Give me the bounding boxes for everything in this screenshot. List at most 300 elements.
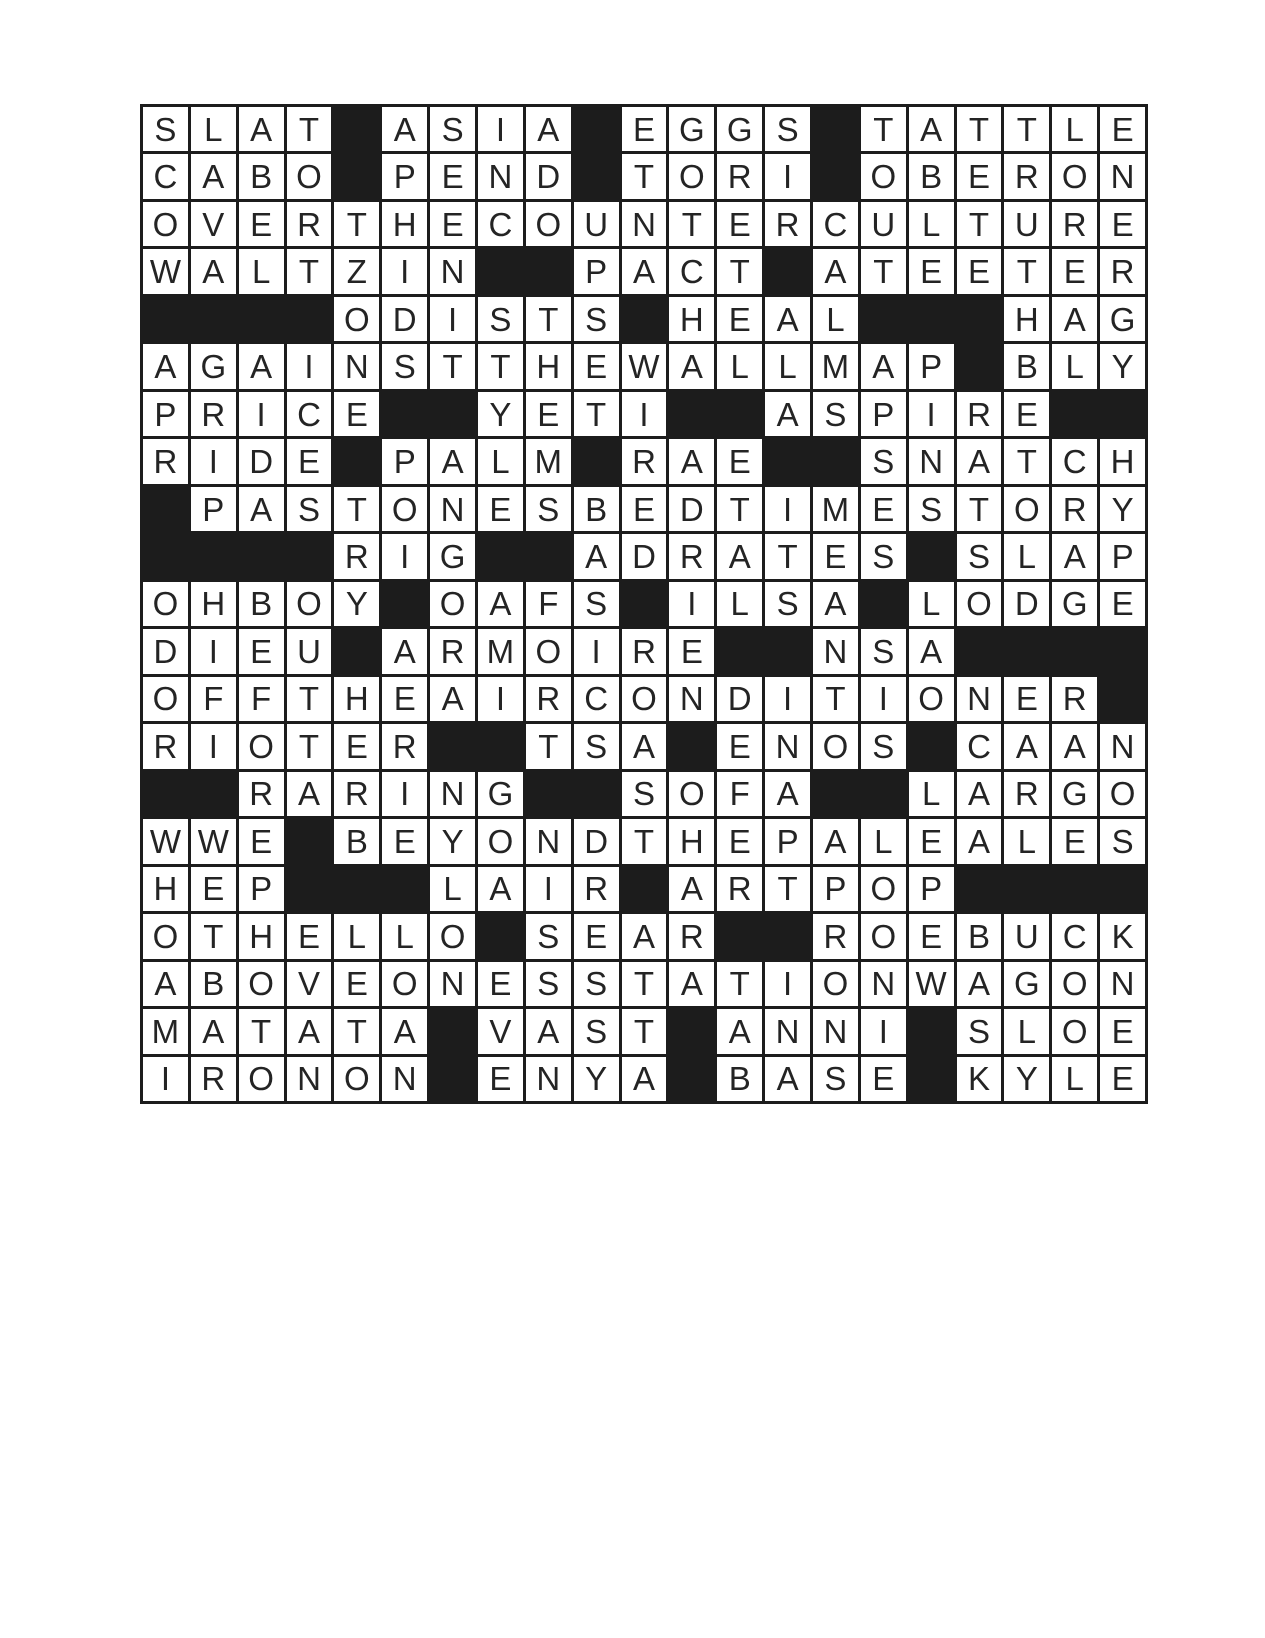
grid-cell[interactable]: B (239, 154, 284, 198)
grid-cell[interactable]: A (909, 107, 954, 151)
grid-cell[interactable]: T (1004, 439, 1049, 483)
grid-cell[interactable]: E (239, 202, 284, 246)
grid-cell[interactable]: A (622, 914, 667, 958)
grid-cell[interactable]: O (957, 582, 1002, 626)
grid-cell[interactable]: I (526, 867, 571, 911)
grid-cell[interactable]: R (717, 154, 762, 198)
grid-cell[interactable]: N (1100, 724, 1145, 768)
grid-cell[interactable]: T (287, 677, 332, 721)
grid-cell[interactable]: E (430, 202, 475, 246)
grid-cell[interactable]: T (526, 724, 571, 768)
grid-cell[interactable]: O (382, 487, 427, 531)
grid-cell[interactable]: D (669, 487, 714, 531)
grid-cell[interactable]: L (717, 344, 762, 388)
grid-cell[interactable]: U (574, 202, 619, 246)
grid-cell[interactable]: O (1052, 154, 1097, 198)
grid-cell[interactable]: E (478, 962, 523, 1006)
grid-cell[interactable]: E (478, 487, 523, 531)
grid-cell[interactable]: G (1100, 297, 1145, 341)
grid-cell[interactable]: T (765, 867, 810, 911)
grid-cell[interactable]: A (382, 1009, 427, 1053)
grid-cell[interactable]: N (669, 677, 714, 721)
grid-cell[interactable]: E (909, 914, 954, 958)
grid-cell[interactable]: T (717, 962, 762, 1006)
grid-cell[interactable]: A (669, 867, 714, 911)
grid-cell[interactable]: T (1004, 249, 1049, 293)
grid-cell[interactable]: H (239, 914, 284, 958)
grid-cell[interactable]: Y (334, 582, 379, 626)
grid-cell[interactable]: T (191, 914, 236, 958)
grid-cell[interactable]: E (287, 439, 332, 483)
grid-cell[interactable]: M (526, 439, 571, 483)
grid-cell[interactable]: I (622, 392, 667, 436)
grid-cell[interactable]: P (143, 392, 188, 436)
grid-cell[interactable]: O (430, 914, 475, 958)
grid-cell[interactable]: H (669, 819, 714, 863)
grid-cell[interactable]: E (334, 724, 379, 768)
grid-cell[interactable]: E (287, 914, 332, 958)
grid-cell[interactable]: I (191, 724, 236, 768)
grid-cell[interactable]: O (861, 867, 906, 911)
grid-cell[interactable]: A (191, 1009, 236, 1053)
grid-cell[interactable]: A (765, 297, 810, 341)
grid-cell[interactable]: R (574, 867, 619, 911)
grid-cell[interactable]: E (957, 154, 1002, 198)
grid-cell[interactable]: D (574, 819, 619, 863)
grid-cell[interactable]: A (574, 534, 619, 578)
grid-cell[interactable]: D (239, 439, 284, 483)
grid-cell[interactable]: T (287, 249, 332, 293)
grid-cell[interactable]: L (334, 914, 379, 958)
grid-cell[interactable]: T (622, 962, 667, 1006)
grid-cell[interactable]: B (957, 914, 1002, 958)
grid-cell[interactable]: G (669, 107, 714, 151)
grid-cell[interactable]: I (861, 1009, 906, 1053)
grid-cell[interactable]: A (239, 344, 284, 388)
grid-cell[interactable]: A (669, 439, 714, 483)
grid-cell[interactable]: S (861, 439, 906, 483)
grid-cell[interactable]: O (334, 297, 379, 341)
grid-cell[interactable]: R (526, 677, 571, 721)
grid-cell[interactable]: A (430, 439, 475, 483)
grid-cell[interactable]: I (382, 534, 427, 578)
grid-cell[interactable]: I (909, 392, 954, 436)
grid-cell[interactable]: A (143, 344, 188, 388)
grid-cell[interactable]: R (191, 1057, 236, 1101)
grid-cell[interactable]: W (191, 819, 236, 863)
grid-cell[interactable]: E (909, 819, 954, 863)
grid-cell[interactable]: S (957, 534, 1002, 578)
grid-cell[interactable]: S (957, 1009, 1002, 1053)
grid-cell[interactable]: T (334, 487, 379, 531)
grid-cell[interactable]: E (430, 154, 475, 198)
grid-cell[interactable]: T (957, 487, 1002, 531)
grid-cell[interactable]: T (717, 487, 762, 531)
grid-cell[interactable]: N (430, 249, 475, 293)
grid-cell[interactable]: O (1004, 487, 1049, 531)
grid-cell[interactable]: S (861, 629, 906, 673)
grid-cell[interactable]: E (382, 677, 427, 721)
grid-cell[interactable]: S (526, 962, 571, 1006)
grid-cell[interactable]: A (478, 867, 523, 911)
grid-cell[interactable]: T (765, 534, 810, 578)
grid-cell[interactable]: H (526, 344, 571, 388)
grid-cell[interactable]: I (574, 629, 619, 673)
grid-cell[interactable]: N (430, 772, 475, 816)
grid-cell[interactable]: L (430, 867, 475, 911)
grid-cell[interactable]: O (287, 582, 332, 626)
grid-cell[interactable]: R (1004, 772, 1049, 816)
grid-cell[interactable]: Y (574, 1057, 619, 1101)
grid-cell[interactable]: N (430, 962, 475, 1006)
grid-cell[interactable]: T (861, 107, 906, 151)
grid-cell[interactable]: S (574, 962, 619, 1006)
grid-cell[interactable]: E (861, 1057, 906, 1101)
grid-cell[interactable]: L (1052, 344, 1097, 388)
grid-cell[interactable]: A (717, 534, 762, 578)
grid-cell[interactable]: F (526, 582, 571, 626)
grid-cell[interactable]: E (239, 629, 284, 673)
grid-cell[interactable]: L (382, 914, 427, 958)
grid-cell[interactable]: S (574, 724, 619, 768)
grid-cell[interactable]: E (1004, 392, 1049, 436)
grid-cell[interactable]: L (1052, 1057, 1097, 1101)
grid-cell[interactable]: E (717, 202, 762, 246)
grid-cell[interactable]: B (717, 1057, 762, 1101)
grid-cell[interactable]: O (526, 629, 571, 673)
grid-cell[interactable]: S (574, 297, 619, 341)
grid-cell[interactable]: L (765, 344, 810, 388)
grid-cell[interactable]: E (526, 392, 571, 436)
grid-cell[interactable]: W (143, 819, 188, 863)
grid-cell[interactable]: E (239, 819, 284, 863)
grid-cell[interactable]: O (143, 914, 188, 958)
grid-cell[interactable]: M (813, 344, 858, 388)
grid-cell[interactable]: E (717, 819, 762, 863)
grid-cell[interactable]: R (1052, 677, 1097, 721)
grid-cell[interactable]: A (1004, 724, 1049, 768)
grid-cell[interactable]: S (430, 107, 475, 151)
grid-cell[interactable]: T (957, 107, 1002, 151)
grid-cell[interactable]: E (861, 487, 906, 531)
grid-cell[interactable]: R (1052, 487, 1097, 531)
grid-cell[interactable]: A (717, 1009, 762, 1053)
grid-cell[interactable]: Y (430, 819, 475, 863)
grid-cell[interactable]: O (669, 154, 714, 198)
grid-cell[interactable]: N (1100, 962, 1145, 1006)
grid-cell[interactable]: D (382, 297, 427, 341)
grid-cell[interactable]: E (717, 724, 762, 768)
grid-cell[interactable]: O (861, 914, 906, 958)
grid-cell[interactable]: A (191, 249, 236, 293)
grid-cell[interactable]: N (478, 154, 523, 198)
grid-cell[interactable]: A (1052, 534, 1097, 578)
grid-cell[interactable]: E (717, 297, 762, 341)
grid-cell[interactable]: Z (334, 249, 379, 293)
grid-cell[interactable]: I (382, 772, 427, 816)
grid-cell[interactable]: P (909, 867, 954, 911)
grid-cell[interactable]: L (1004, 819, 1049, 863)
grid-cell[interactable]: A (1052, 724, 1097, 768)
grid-cell[interactable]: A (765, 772, 810, 816)
grid-cell[interactable]: L (478, 439, 523, 483)
grid-cell[interactable]: N (622, 202, 667, 246)
grid-cell[interactable]: S (526, 914, 571, 958)
grid-cell[interactable]: T (717, 249, 762, 293)
grid-cell[interactable]: A (622, 1057, 667, 1101)
grid-cell[interactable]: A (861, 344, 906, 388)
grid-cell[interactable]: A (909, 629, 954, 673)
grid-cell[interactable]: V (287, 962, 332, 1006)
grid-cell[interactable]: E (813, 534, 858, 578)
grid-cell[interactable]: D (526, 154, 571, 198)
grid-cell[interactable]: C (478, 202, 523, 246)
grid-cell[interactable]: S (574, 1009, 619, 1053)
grid-cell[interactable]: T (430, 344, 475, 388)
grid-cell[interactable]: T (526, 297, 571, 341)
grid-cell[interactable]: L (813, 297, 858, 341)
grid-cell[interactable]: A (526, 1009, 571, 1053)
grid-cell[interactable]: A (669, 962, 714, 1006)
grid-cell[interactable]: R (143, 724, 188, 768)
grid-cell[interactable]: N (526, 819, 571, 863)
grid-cell[interactable]: A (478, 582, 523, 626)
grid-cell[interactable]: S (861, 534, 906, 578)
grid-cell[interactable]: R (239, 772, 284, 816)
grid-cell[interactable]: R (765, 202, 810, 246)
grid-cell[interactable]: I (765, 677, 810, 721)
grid-cell[interactable]: N (430, 487, 475, 531)
grid-cell[interactable]: N (765, 724, 810, 768)
grid-cell[interactable]: B (1004, 344, 1049, 388)
grid-cell[interactable]: R (334, 772, 379, 816)
grid-cell[interactable]: B (239, 582, 284, 626)
grid-cell[interactable]: F (239, 677, 284, 721)
grid-cell[interactable]: G (430, 534, 475, 578)
grid-cell[interactable]: A (239, 107, 284, 151)
grid-cell[interactable]: M (143, 1009, 188, 1053)
grid-cell[interactable]: S (765, 107, 810, 151)
grid-cell[interactable]: S (574, 582, 619, 626)
grid-cell[interactable]: A (765, 1057, 810, 1101)
grid-cell[interactable]: T (287, 107, 332, 151)
grid-cell[interactable]: T (574, 392, 619, 436)
grid-cell[interactable]: N (526, 1057, 571, 1101)
grid-cell[interactable]: P (861, 392, 906, 436)
grid-cell[interactable]: O (287, 154, 332, 198)
grid-cell[interactable]: F (717, 772, 762, 816)
grid-cell[interactable]: R (957, 392, 1002, 436)
grid-cell[interactable]: R (669, 534, 714, 578)
grid-cell[interactable]: O (143, 202, 188, 246)
grid-cell[interactable]: O (813, 962, 858, 1006)
grid-cell[interactable]: N (813, 629, 858, 673)
grid-cell[interactable]: E (1100, 582, 1145, 626)
grid-cell[interactable]: A (239, 487, 284, 531)
grid-cell[interactable]: C (143, 154, 188, 198)
grid-cell[interactable]: O (909, 677, 954, 721)
grid-cell[interactable]: W (143, 249, 188, 293)
grid-cell[interactable]: P (909, 344, 954, 388)
grid-cell[interactable]: P (382, 439, 427, 483)
grid-cell[interactable]: D (143, 629, 188, 673)
grid-cell[interactable]: B (909, 154, 954, 198)
grid-cell[interactable]: R (287, 202, 332, 246)
grid-cell[interactable]: C (574, 677, 619, 721)
grid-cell[interactable]: E (1052, 819, 1097, 863)
grid-cell[interactable]: L (861, 819, 906, 863)
grid-cell[interactable]: T (861, 249, 906, 293)
grid-cell[interactable]: G (717, 107, 762, 151)
grid-cell[interactable]: I (143, 1057, 188, 1101)
grid-cell[interactable]: A (382, 107, 427, 151)
grid-cell[interactable]: K (957, 1057, 1002, 1101)
grid-cell[interactable]: N (909, 439, 954, 483)
grid-cell[interactable]: T (622, 1009, 667, 1053)
grid-cell[interactable]: S (813, 1057, 858, 1101)
grid-cell[interactable]: S (622, 772, 667, 816)
grid-cell[interactable]: I (191, 629, 236, 673)
grid-cell[interactable]: R (813, 914, 858, 958)
grid-cell[interactable]: P (191, 487, 236, 531)
grid-cell[interactable]: W (622, 344, 667, 388)
grid-cell[interactable]: O (478, 819, 523, 863)
grid-cell[interactable]: P (765, 819, 810, 863)
grid-cell[interactable]: T (287, 724, 332, 768)
grid-cell[interactable]: O (1100, 772, 1145, 816)
grid-cell[interactable]: E (622, 487, 667, 531)
grid-cell[interactable]: O (669, 772, 714, 816)
grid-cell[interactable]: C (287, 392, 332, 436)
grid-cell[interactable]: B (574, 487, 619, 531)
grid-cell[interactable]: O (1052, 1009, 1097, 1053)
grid-cell[interactable]: T (239, 1009, 284, 1053)
grid-cell[interactable]: O (239, 724, 284, 768)
grid-cell[interactable]: T (334, 1009, 379, 1053)
grid-cell[interactable]: I (478, 677, 523, 721)
grid-cell[interactable]: O (1052, 962, 1097, 1006)
grid-cell[interactable]: B (191, 962, 236, 1006)
grid-cell[interactable]: R (1100, 249, 1145, 293)
grid-cell[interactable]: H (334, 677, 379, 721)
grid-cell[interactable]: G (1052, 772, 1097, 816)
grid-cell[interactable]: A (957, 439, 1002, 483)
grid-cell[interactable]: A (382, 629, 427, 673)
grid-cell[interactable]: A (622, 249, 667, 293)
grid-cell[interactable]: H (1004, 297, 1049, 341)
grid-cell[interactable]: Y (1100, 487, 1145, 531)
grid-cell[interactable]: L (239, 249, 284, 293)
grid-cell[interactable]: E (1004, 677, 1049, 721)
grid-cell[interactable]: O (143, 582, 188, 626)
grid-cell[interactable]: I (765, 962, 810, 1006)
grid-cell[interactable]: E (334, 392, 379, 436)
grid-cell[interactable]: Y (1100, 344, 1145, 388)
grid-cell[interactable]: U (1004, 202, 1049, 246)
grid-cell[interactable]: T (669, 202, 714, 246)
grid-cell[interactable]: I (239, 392, 284, 436)
grid-cell[interactable]: G (191, 344, 236, 388)
grid-cell[interactable]: H (669, 297, 714, 341)
grid-cell[interactable]: O (239, 962, 284, 1006)
grid-cell[interactable]: I (669, 582, 714, 626)
grid-cell[interactable]: S (765, 582, 810, 626)
grid-cell[interactable]: E (334, 962, 379, 1006)
grid-cell[interactable]: I (765, 154, 810, 198)
grid-cell[interactable]: L (909, 772, 954, 816)
grid-cell[interactable]: I (478, 107, 523, 151)
grid-cell[interactable]: U (861, 202, 906, 246)
grid-cell[interactable]: R (191, 392, 236, 436)
grid-cell[interactable]: R (717, 867, 762, 911)
grid-cell[interactable]: S (478, 297, 523, 341)
grid-cell[interactable]: L (1052, 107, 1097, 151)
grid-cell[interactable]: C (1052, 439, 1097, 483)
grid-cell[interactable]: I (765, 487, 810, 531)
grid-cell[interactable]: E (1052, 249, 1097, 293)
grid-cell[interactable]: Y (1004, 1057, 1049, 1101)
grid-cell[interactable]: L (1004, 1009, 1049, 1053)
grid-cell[interactable]: E (717, 439, 762, 483)
grid-cell[interactable]: T (957, 202, 1002, 246)
grid-cell[interactable]: N (765, 1009, 810, 1053)
grid-cell[interactable]: C (813, 202, 858, 246)
grid-cell[interactable]: O (143, 677, 188, 721)
grid-cell[interactable]: C (957, 724, 1002, 768)
grid-cell[interactable]: R (430, 629, 475, 673)
grid-cell[interactable]: A (287, 772, 332, 816)
grid-cell[interactable]: A (957, 962, 1002, 1006)
grid-cell[interactable]: R (622, 629, 667, 673)
grid-cell[interactable]: N (287, 1057, 332, 1101)
grid-cell[interactable]: O (334, 1057, 379, 1101)
grid-cell[interactable]: U (287, 629, 332, 673)
grid-cell[interactable]: P (574, 249, 619, 293)
grid-cell[interactable]: O (239, 1057, 284, 1101)
grid-cell[interactable]: A (765, 392, 810, 436)
grid-cell[interactable]: V (478, 1009, 523, 1053)
grid-cell[interactable]: M (813, 487, 858, 531)
grid-cell[interactable]: R (143, 439, 188, 483)
grid-cell[interactable]: S (526, 487, 571, 531)
grid-cell[interactable]: I (861, 677, 906, 721)
grid-cell[interactable]: G (1052, 582, 1097, 626)
grid-cell[interactable]: S (382, 344, 427, 388)
grid-cell[interactable]: A (1052, 297, 1097, 341)
grid-cell[interactable]: P (382, 154, 427, 198)
grid-cell[interactable]: S (813, 392, 858, 436)
grid-cell[interactable]: E (1100, 107, 1145, 151)
grid-cell[interactable]: E (574, 914, 619, 958)
grid-cell[interactable]: F (191, 677, 236, 721)
grid-cell[interactable]: P (239, 867, 284, 911)
grid-cell[interactable]: C (1052, 914, 1097, 958)
grid-cell[interactable]: S (143, 107, 188, 151)
grid-cell[interactable]: O (813, 724, 858, 768)
grid-cell[interactable]: L (909, 202, 954, 246)
grid-cell[interactable]: N (334, 344, 379, 388)
grid-cell[interactable]: E (1100, 1057, 1145, 1101)
grid-cell[interactable]: N (1100, 154, 1145, 198)
grid-cell[interactable]: L (1004, 534, 1049, 578)
grid-cell[interactable]: I (382, 249, 427, 293)
grid-cell[interactable]: A (813, 819, 858, 863)
grid-cell[interactable]: E (909, 249, 954, 293)
grid-cell[interactable]: S (861, 724, 906, 768)
grid-cell[interactable]: H (1100, 439, 1145, 483)
grid-cell[interactable]: G (478, 772, 523, 816)
grid-cell[interactable]: E (191, 867, 236, 911)
